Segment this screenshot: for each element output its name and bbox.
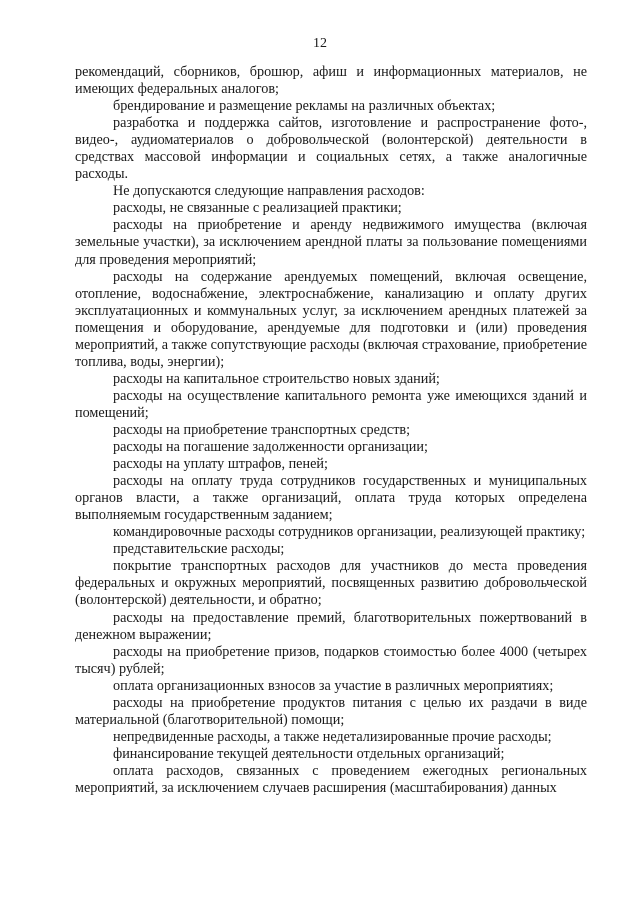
paragraph: расходы на погашение задолженности организации; bbox=[113, 439, 428, 456]
paragraph: рекомендаций, сборников, брошюр, афиш и информационных материалов, не имеющих федеральных аналогов; bbox=[75, 64, 587, 98]
paragraph: расходы на приобретение транспортных средств; bbox=[113, 421, 411, 438]
paragraph: расходы на предоставление премий, благотворительных пожертвований в денежном выражении; bbox=[75, 609, 587, 643]
paragraph: брендирование и размещение рекламы на различных объектах; bbox=[113, 98, 496, 115]
paragraph: расходы на приобретение продуктов питания с целью их раздачи в виде материальной (благотворительной) помощи; bbox=[75, 694, 587, 728]
paragraph: расходы на капитальное строительство новых зданий; bbox=[113, 370, 440, 387]
paragraph: расходы на приобретение и аренду недвижимого имущества (включая земельные участки), за исключением арендной платы за пользование помещениями для проведения мероприятий; bbox=[75, 217, 587, 268]
paragraph: представительские расходы; bbox=[113, 541, 285, 558]
paragraph: командировочные расходы сотрудников организации, реализующей практику; bbox=[113, 524, 586, 541]
document-body bbox=[75, 64, 587, 797]
paragraph: расходы на уплату штрафов, пеней; bbox=[113, 456, 328, 473]
paragraph: оплата организационных взносов за участие в различных мероприятиях; bbox=[113, 677, 554, 694]
paragraph: расходы на содержание арендуемых помещений, включая освещение, отопление, водоснабжение, электроснабжение, канализацию и оплату других эксплуатационных и коммунальных услуг, за исключением арендных платежей за помещения и оборудование, арендуемые для подготовки и (или) проведения мероприятий, а также сопутствующие расходы (включая страхование, приобретение топлива, воды, энергии); bbox=[75, 268, 587, 370]
paragraph: расходы на оплату труда сотрудников государственных и муниципальных органов власти, а также организаций, оплата труда которых определена выполняемым государственным заданием; bbox=[75, 473, 587, 524]
paragraph: покрытие транспортных расходов для участников до места проведения федеральных и окружных мероприятий, посвященных развитию добровольческой (волонтерской) деятельности, и обратно; bbox=[75, 558, 587, 609]
paragraph: финансирование текущей деятельности отдельных организаций; bbox=[113, 745, 505, 762]
paragraph: расходы на осуществление капитального ремонта уже имеющихся зданий и помещений; bbox=[75, 387, 587, 421]
paragraph: расходы, не связанные с реализацией практики; bbox=[113, 200, 402, 217]
paragraph: разработка и поддержка сайтов, изготовление и распространение фото-, видео-, аудиоматериалов о добровольческой (волонтерской) деятельности в средствах массовой информации и социальных сетях, а также аналогичные расходы. bbox=[75, 115, 587, 183]
section-heading: Не допускаются следующие направления расходов: bbox=[113, 183, 425, 200]
paragraph: расходы на приобретение призов, подарков стоимостью более 4000 (четырех тысяч) рублей; bbox=[75, 643, 587, 677]
paragraph: непредвиденные расходы, а также недетализированные прочие расходы; bbox=[113, 728, 552, 745]
paragraph: оплата расходов, связанных с проведением ежегодных региональных мероприятий, за исключением случаев расширения (масштабирования) данных bbox=[75, 762, 587, 796]
page-number: 12 bbox=[313, 36, 327, 51]
